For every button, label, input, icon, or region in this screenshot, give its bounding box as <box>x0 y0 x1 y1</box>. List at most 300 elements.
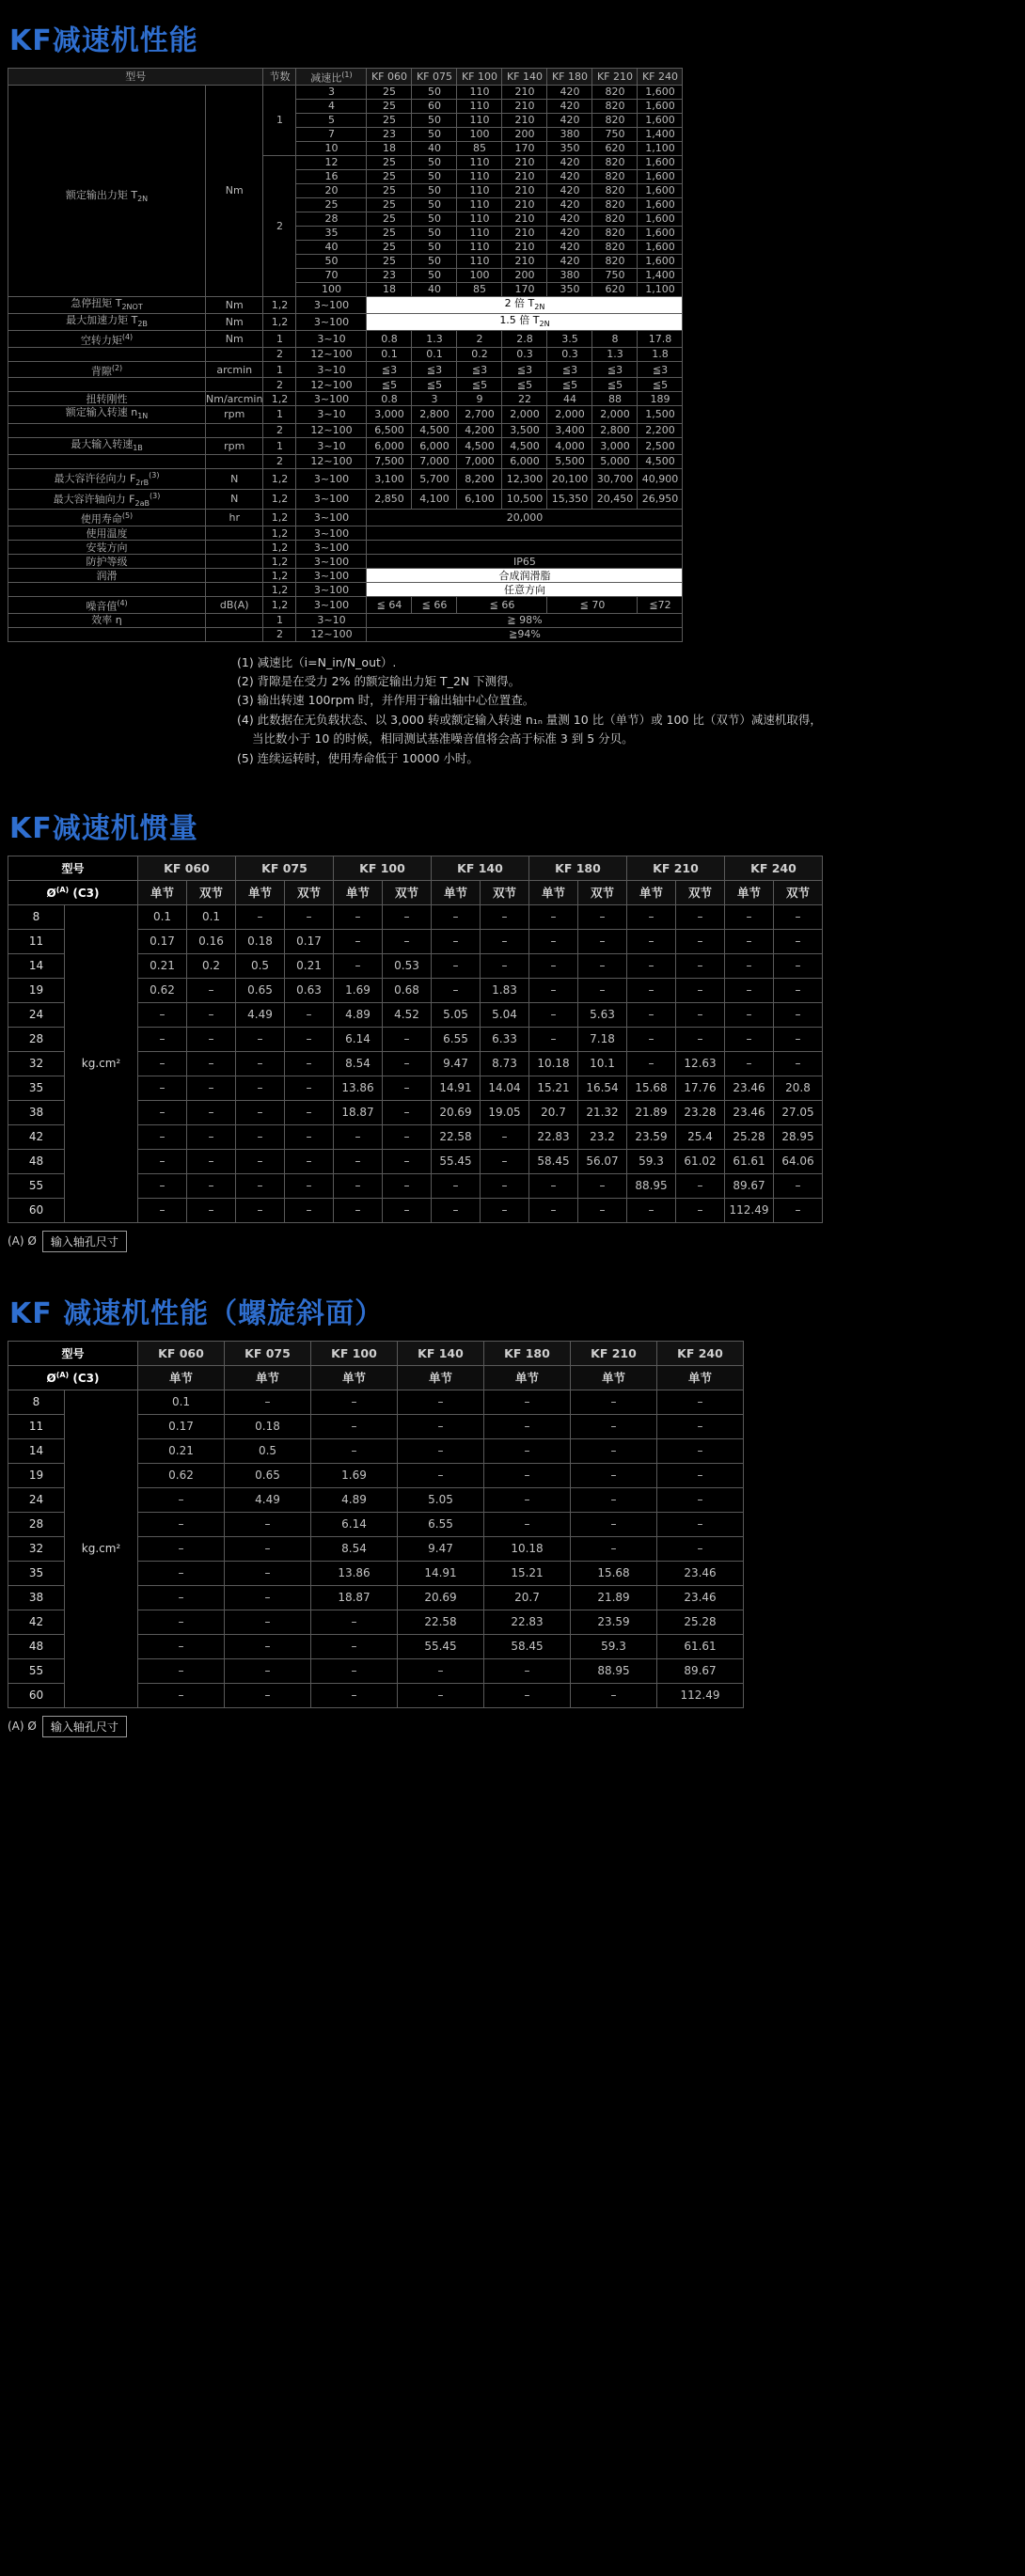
row-value: ≦5 <box>638 378 683 392</box>
row-unit: N <box>206 468 263 489</box>
torque-value: 1,100 <box>638 141 683 155</box>
inertia-value: – <box>676 953 725 978</box>
inertia-value: – <box>432 1198 481 1222</box>
stage-2: 2 <box>263 155 296 296</box>
inertia-value: – <box>529 929 578 953</box>
row-unit: Nm/arcmin <box>206 392 263 405</box>
model-header-1: KF 075 <box>225 1341 311 1365</box>
inertia-value: 23.46 <box>725 1100 774 1124</box>
inertia-value: 22.83 <box>484 1610 571 1634</box>
model-header-0: KF 060 <box>138 856 236 880</box>
inertia-value: – <box>484 1512 571 1536</box>
inertia-value: 5.63 <box>578 1002 627 1027</box>
inertia-value: – <box>236 1076 285 1100</box>
inertia-value: – <box>187 1051 236 1076</box>
model-header-2: KF 100 <box>311 1341 398 1365</box>
torque-value: 210 <box>502 85 547 99</box>
inertia-value: – <box>236 1027 285 1051</box>
inertia-value: – <box>484 1414 571 1438</box>
torque-value: 820 <box>592 85 638 99</box>
row-ratio: 12~100 <box>296 347 367 361</box>
inertia-value: – <box>725 978 774 1002</box>
torque-value: 420 <box>547 169 592 183</box>
torque-value: 210 <box>502 169 547 183</box>
torque-value: 25 <box>367 169 412 183</box>
inertia-value: – <box>725 904 774 929</box>
subheader-single-3: 单节 <box>398 1365 484 1390</box>
row-ratio: 3~100 <box>296 468 367 489</box>
inertia-value: – <box>236 1051 285 1076</box>
row-merged-value <box>367 526 683 541</box>
bore-diameter: 28 <box>8 1027 65 1051</box>
torque-value: 110 <box>457 197 502 212</box>
bore-diameter: 14 <box>8 1438 65 1463</box>
row-value: 3,400 <box>547 423 592 437</box>
inertia-value: – <box>383 1124 432 1149</box>
bore-diameter: 24 <box>8 1487 65 1512</box>
table-header-row <box>8 1341 744 1365</box>
row-value: ≦5 <box>547 378 592 392</box>
inertia-value: 5.04 <box>481 1002 529 1027</box>
row-label: 额定输入转速 $n_{1N}$ <box>8 406 206 423</box>
ratio-value: 25 <box>296 197 367 212</box>
row-value: 3,000 <box>592 437 638 454</box>
inertia-value: 14.04 <box>481 1076 529 1100</box>
row-unit: Nm <box>206 313 263 330</box>
torque-value: 1,400 <box>638 127 683 141</box>
subheader-single-1: 单节 <box>225 1365 311 1390</box>
row-value: 2,000 <box>502 406 547 423</box>
inertia-table <box>8 856 823 1223</box>
torque-value: 170 <box>502 282 547 296</box>
inertia-value: – <box>571 1390 657 1414</box>
row-stage: 1,2 <box>263 583 296 597</box>
row-ratio: 3~10 <box>296 361 367 378</box>
inertia-value: 59.3 <box>571 1634 657 1658</box>
inertia-value: – <box>383 1051 432 1076</box>
inertia-value: 6.55 <box>398 1512 484 1536</box>
row-unit <box>206 423 263 437</box>
table-row <box>8 613 683 627</box>
model-header-3: KF 140 <box>432 856 529 880</box>
table-row <box>8 555 683 569</box>
inertia-value: – <box>285 1198 334 1222</box>
row-ratio: 3~100 <box>296 541 367 555</box>
torque-value: 50 <box>412 240 457 254</box>
row-value: 2,000 <box>592 406 638 423</box>
table-row <box>8 85 683 99</box>
inertia-value: – <box>138 1100 187 1124</box>
row-value: 1.3 <box>412 331 457 348</box>
row-ratio: 12~100 <box>296 378 367 392</box>
inertia-value: – <box>627 904 676 929</box>
inertia-value: 58.45 <box>529 1149 578 1173</box>
row-value: 10,500 <box>502 489 547 510</box>
torque-value: 23 <box>367 268 412 282</box>
row-value: 4,100 <box>412 489 457 510</box>
inertia-value: – <box>285 1100 334 1124</box>
table-header-row <box>8 69 683 86</box>
row-value: 30,700 <box>592 468 638 489</box>
bore-diameter: 42 <box>8 1124 65 1149</box>
inertia-value: – <box>571 1463 657 1487</box>
header-kf210: KF 210 <box>592 69 638 86</box>
bore-diameter: 38 <box>8 1585 65 1610</box>
torque-value: 210 <box>502 226 547 240</box>
torque-value: 750 <box>592 127 638 141</box>
inertia-value: – <box>481 1198 529 1222</box>
inertia-value: 61.61 <box>657 1634 744 1658</box>
torque-value: 40 <box>412 141 457 155</box>
row-stage: 1,2 <box>263 541 296 555</box>
inertia-value: 23.46 <box>725 1076 774 1100</box>
inertia-value: – <box>138 1002 187 1027</box>
row-ratio: 3~100 <box>296 296 367 313</box>
inertia-value: – <box>187 1002 236 1027</box>
row-unit <box>206 526 263 541</box>
inertia-value: – <box>334 1124 383 1149</box>
inertia-value: – <box>383 1173 432 1198</box>
inertia-value: – <box>725 1027 774 1051</box>
inertia-value: 55.45 <box>398 1634 484 1658</box>
bore-diameter: 55 <box>8 1658 65 1683</box>
inertia-value: – <box>138 1634 225 1658</box>
inertia-value: – <box>285 904 334 929</box>
row-value: 8 <box>592 331 638 348</box>
inertia-value: 4.89 <box>334 1002 383 1027</box>
inertia-value: – <box>285 1027 334 1051</box>
inertia-value: – <box>676 904 725 929</box>
row-value: 6,000 <box>502 454 547 468</box>
ratio-value: 40 <box>296 240 367 254</box>
inertia-value: 88.95 <box>627 1173 676 1198</box>
row-merged-value: 合成润滑脂 <box>367 569 683 583</box>
row-value: 9 <box>457 392 502 406</box>
torque-value: 1,600 <box>638 113 683 127</box>
stage-1: 1 <box>263 85 296 155</box>
inertia-value: 15.68 <box>627 1076 676 1100</box>
row-stage: 1,2 <box>263 569 296 583</box>
inertia-value: 5.05 <box>398 1487 484 1512</box>
torque-value: 110 <box>457 212 502 226</box>
torque-value: 40 <box>412 282 457 296</box>
torque-value: 1,600 <box>638 99 683 113</box>
row-value: 0.2 <box>457 347 502 361</box>
row-value: ≦3 <box>502 361 547 378</box>
inertia-value: 23.59 <box>571 1610 657 1634</box>
row-stage: 1,2 <box>263 489 296 510</box>
torque-value: 420 <box>547 226 592 240</box>
inertia-value: – <box>676 1198 725 1222</box>
row-label: 急停扭矩 $T_{2NOT}$ <box>8 296 206 313</box>
torque-value: 25 <box>367 183 412 197</box>
inertia-value: – <box>571 1683 657 1707</box>
model-header-5: KF 210 <box>571 1341 657 1365</box>
inertia-value: – <box>383 1076 432 1100</box>
torque-value: 110 <box>457 226 502 240</box>
inertia-value: – <box>529 1173 578 1198</box>
inertia-footnote <box>8 1231 1025 1252</box>
inertia-value: – <box>398 1390 484 1414</box>
header-kf140: KF 140 <box>502 69 547 86</box>
inertia-value: – <box>311 1683 398 1707</box>
inertia-value: 1.69 <box>311 1463 398 1487</box>
torque-value: 1,600 <box>638 254 683 268</box>
inertia-value: – <box>383 1149 432 1173</box>
table-row <box>8 583 683 597</box>
unit-label: kg.cm² <box>65 1390 138 1707</box>
torque-value: 820 <box>592 169 638 183</box>
row-value: 5,500 <box>547 454 592 468</box>
inertia-value: – <box>529 1002 578 1027</box>
inertia-value: 20.7 <box>484 1585 571 1610</box>
torque-value: 210 <box>502 99 547 113</box>
torque-value: 350 <box>547 282 592 296</box>
torque-value: 620 <box>592 141 638 155</box>
torque-value: 420 <box>547 155 592 169</box>
row-value: 15,350 <box>547 489 592 510</box>
inertia-value: 27.05 <box>774 1100 823 1124</box>
row-ratio: 3~100 <box>296 510 367 526</box>
inertia-value: – <box>657 1512 744 1536</box>
row-value: 1,500 <box>638 406 683 423</box>
row-value: ≦3 <box>412 361 457 378</box>
bore-diameter: 35 <box>8 1076 65 1100</box>
row-merged-value <box>367 541 683 555</box>
inertia-value: – <box>334 1198 383 1222</box>
inertia-value: 22.83 <box>529 1124 578 1149</box>
inertia-value: – <box>774 1198 823 1222</box>
row-value: 8,200 <box>457 468 502 489</box>
inertia-value: – <box>481 1173 529 1198</box>
inertia-value: 88.95 <box>571 1658 657 1683</box>
torque-value: 50 <box>412 169 457 183</box>
row-value: 2,850 <box>367 489 412 510</box>
inertia-value: 23.46 <box>657 1585 744 1610</box>
inertia-value: 10.18 <box>529 1051 578 1076</box>
row-value: 3,500 <box>502 423 547 437</box>
corner-axis-label: $Ø^{(A)}$ (C3) <box>8 1365 138 1390</box>
row-stage: 2 <box>263 347 296 361</box>
row-value: 4,500 <box>457 437 502 454</box>
inertia-value: 0.63 <box>285 978 334 1002</box>
inertia-value: – <box>138 1051 187 1076</box>
ratio-value: 100 <box>296 282 367 296</box>
note-line: (2) 背隙是在受力 2% 的额定输出力矩 T_2N 下测得。 <box>237 674 521 689</box>
row-ratio: 3~10 <box>296 406 367 423</box>
row-value: 1.8 <box>638 347 683 361</box>
torque-value: 820 <box>592 212 638 226</box>
torque-value: 380 <box>547 268 592 282</box>
row-value: 6,000 <box>412 437 457 454</box>
inertia-value: 14.91 <box>432 1076 481 1100</box>
inertia-value: – <box>529 904 578 929</box>
row-value: 0.1 <box>367 347 412 361</box>
torque-value: 25 <box>367 254 412 268</box>
inertia-value: – <box>334 929 383 953</box>
note-line: (3) 输出转速 100rpm 时，并作用于输出轴中心位置查。 <box>237 693 535 708</box>
inertia-value: – <box>432 904 481 929</box>
row-value: 12,300 <box>502 468 547 489</box>
row-stage: 1 <box>263 361 296 378</box>
row-value: ≦ 64 <box>367 597 412 614</box>
inertia-value: – <box>187 1027 236 1051</box>
inertia-value: – <box>383 1027 432 1051</box>
row-ratio: 3~100 <box>296 555 367 569</box>
inertia-value: – <box>187 1173 236 1198</box>
row-merged-value: 2 倍 $T_{2N}$ <box>367 296 683 313</box>
row-value: 6,000 <box>367 437 412 454</box>
inertia-value: – <box>529 1027 578 1051</box>
torque-value: 420 <box>547 240 592 254</box>
inertia-value: 0.21 <box>285 953 334 978</box>
ratio-value: 28 <box>296 212 367 226</box>
row-value: 26,950 <box>638 489 683 510</box>
inertia-value: – <box>398 1438 484 1463</box>
inertia-value: – <box>236 1124 285 1149</box>
inertia-value: – <box>657 1487 744 1512</box>
torque-value: 25 <box>367 113 412 127</box>
inertia-value: 19.05 <box>481 1100 529 1124</box>
torque-value: 25 <box>367 226 412 240</box>
inertia-value: – <box>657 1438 744 1463</box>
inertia-value: 13.86 <box>334 1076 383 1100</box>
torque-value: 820 <box>592 226 638 240</box>
inertia-value: – <box>187 1100 236 1124</box>
bore-diameter: 48 <box>8 1149 65 1173</box>
row-stage: 1,2 <box>263 597 296 614</box>
torque-value: 1,100 <box>638 282 683 296</box>
ratio-value: 50 <box>296 254 367 268</box>
row-unit <box>206 454 263 468</box>
row-value: 0.3 <box>547 347 592 361</box>
inertia-value: 25.28 <box>725 1124 774 1149</box>
torque-value: 820 <box>592 254 638 268</box>
torque-value: 420 <box>547 212 592 226</box>
inertia-value: – <box>383 1198 432 1222</box>
inertia-value: 0.21 <box>138 1438 225 1463</box>
row-label: 使用温度 <box>8 526 206 541</box>
row-label: 最大输入转速$_{1B}$ <box>8 437 206 454</box>
bore-diameter: 38 <box>8 1100 65 1124</box>
row-ratio: 12~100 <box>296 627 367 641</box>
ratio-value: 4 <box>296 99 367 113</box>
row-unit: hr <box>206 510 263 526</box>
performance-section-title: KF减速机性能 <box>9 24 198 57</box>
row-ratio: 3~100 <box>296 313 367 330</box>
inertia-value: – <box>627 1198 676 1222</box>
torque-value: 420 <box>547 113 592 127</box>
bore-diameter: 11 <box>8 929 65 953</box>
inertia-value: – <box>138 1124 187 1149</box>
row-value: 2,000 <box>547 406 592 423</box>
torque-value: 50 <box>412 212 457 226</box>
inertia-value: – <box>225 1512 311 1536</box>
torque-value: 50 <box>412 268 457 282</box>
row-ratio: 3~100 <box>296 583 367 597</box>
inertia-value: 58.45 <box>484 1634 571 1658</box>
inertia-value: – <box>383 929 432 953</box>
subheader-double-6: 双节 <box>774 880 823 904</box>
row-value: 5,000 <box>592 454 638 468</box>
subheader-double-0: 双节 <box>187 880 236 904</box>
unit-nm: Nm <box>206 85 263 296</box>
inertia-value: – <box>225 1610 311 1634</box>
ratio-value: 5 <box>296 113 367 127</box>
row-ratio: 3~10 <box>296 437 367 454</box>
inertia-value: – <box>138 1198 187 1222</box>
row-label: 效率 η <box>8 613 206 627</box>
inertia-value: – <box>627 1051 676 1076</box>
row-value: 7,000 <box>412 454 457 468</box>
inertia-value: 14.91 <box>398 1561 484 1585</box>
model-header-1: KF 075 <box>236 856 334 880</box>
inertia-value: – <box>725 953 774 978</box>
inertia-value: – <box>725 1051 774 1076</box>
inertia-value: – <box>225 1536 311 1561</box>
inertia-value: 6.33 <box>481 1027 529 1051</box>
row-label: 防护等级 <box>8 555 206 569</box>
inertia-value: – <box>138 1149 187 1173</box>
row-label: 背隙$^{(2)}$ <box>8 361 206 378</box>
inertia-value: – <box>774 929 823 953</box>
row-value: 3.5 <box>547 331 592 348</box>
bore-diameter: 24 <box>8 1002 65 1027</box>
helical-footnote-text: 输入轴孔尺寸 <box>42 1716 127 1737</box>
inertia-value: – <box>225 1390 311 1414</box>
row-ratio: 12~100 <box>296 423 367 437</box>
row-value: ≦5 <box>412 378 457 392</box>
helical-section-title: KF 减速机性能（螺旋斜面） <box>9 1296 385 1330</box>
inertia-value: – <box>774 1173 823 1198</box>
inertia-value: – <box>481 929 529 953</box>
inertia-value: 10.1 <box>578 1051 627 1076</box>
inertia-value: – <box>225 1585 311 1610</box>
inertia-value: 0.5 <box>225 1438 311 1463</box>
subheader-single-6: 单节 <box>725 880 774 904</box>
row-value: ≦5 <box>367 378 412 392</box>
header-kf240: KF 240 <box>638 69 683 86</box>
inertia-value: – <box>285 1002 334 1027</box>
note-line: (5) 连续运转时，使用寿命低于 10000 小时。 <box>237 750 479 765</box>
row-value: 0.3 <box>502 347 547 361</box>
row-value: 5,700 <box>412 468 457 489</box>
inertia-value: – <box>311 1390 398 1414</box>
torque-value: 25 <box>367 240 412 254</box>
row-value: ≦ 66 <box>412 597 457 614</box>
inertia-value: – <box>138 1536 225 1561</box>
inertia-value: – <box>627 1027 676 1051</box>
torque-value: 25 <box>367 155 412 169</box>
torque-value: 1,600 <box>638 183 683 197</box>
inertia-value: – <box>138 1076 187 1100</box>
inertia-value: – <box>627 929 676 953</box>
inertia-value: 23.28 <box>676 1100 725 1124</box>
torque-value: 85 <box>457 141 502 155</box>
header-kf075: KF 075 <box>412 69 457 86</box>
subheader-double-4: 双节 <box>578 880 627 904</box>
inertia-value: 0.5 <box>236 953 285 978</box>
row-stage: 1,2 <box>263 392 296 406</box>
inertia-value: – <box>578 1198 627 1222</box>
table-row <box>8 392 683 406</box>
torque-value: 110 <box>457 169 502 183</box>
inertia-value: – <box>627 953 676 978</box>
torque-value: 380 <box>547 127 592 141</box>
torque-value: 820 <box>592 99 638 113</box>
inertia-value: – <box>398 1658 484 1683</box>
inertia-section-title: KF减速机惯量 <box>9 811 198 845</box>
